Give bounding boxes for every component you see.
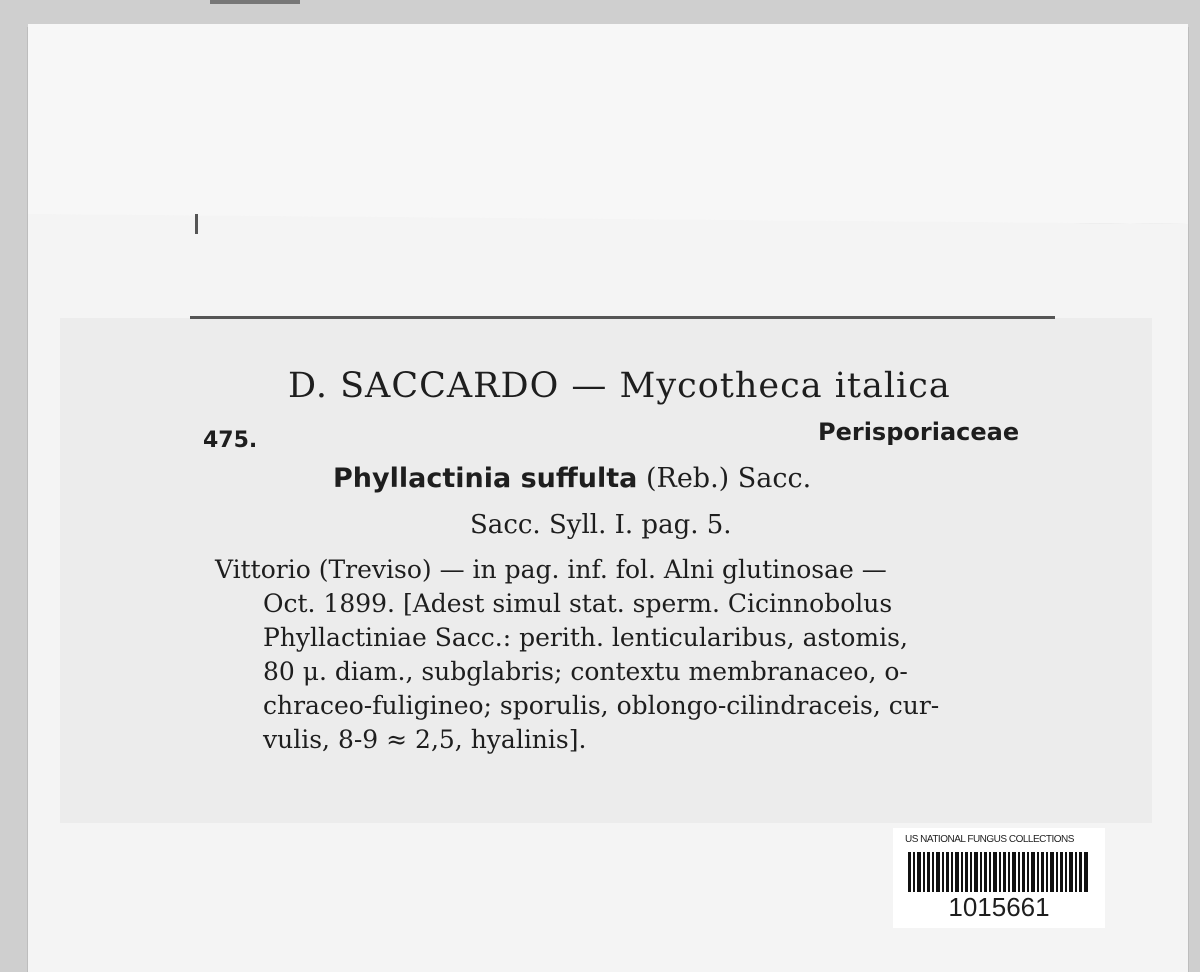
- label-description: [215, 553, 1045, 757]
- reference-line: Sacc. Syll. I. pag. 5.: [470, 510, 732, 540]
- label-heading: D. SACCARDO — Mycotheca italica: [288, 366, 951, 406]
- barcode-collection-label: US NATIONAL FUNGUS COLLECTIONS: [905, 834, 1074, 845]
- specimen-number: 475.: [203, 428, 258, 453]
- species-line: [333, 463, 811, 494]
- description-line: 80 μ. diam., subglabris; contextu membranaceo, o-: [263, 657, 908, 686]
- description-line: Oct. 1899. [Adest simul stat. sperm. Cicinnobolus: [263, 589, 893, 618]
- barcode-number: 1015661: [948, 892, 1050, 922]
- species-name: Phyllactinia suffulta: [333, 463, 638, 494]
- label-top-rule: [190, 316, 1055, 319]
- barcode-label: [893, 828, 1105, 928]
- species-author: (Reb.) Sacc.: [645, 463, 812, 494]
- description-line: Vittorio (Treviso) — in pag. inf. fol. Alni glutinosae —: [215, 555, 887, 584]
- top-edge-mark: [210, 0, 300, 4]
- description-line: vulis, 8-9 ≈ 2,5, hyalinis].: [263, 725, 587, 754]
- barcode-icon: [908, 852, 1088, 892]
- family-name: Perisporiaceae: [818, 418, 1020, 446]
- envelope-flap: [28, 24, 1188, 224]
- description-line: Phyllactiniae Sacc.: perith. lenticularibus, astomis,: [263, 623, 908, 652]
- flap-mark: [195, 214, 198, 234]
- description-line: chraceo-fuligineo; sporulis, oblongo-cilindraceis, cur-: [263, 691, 940, 720]
